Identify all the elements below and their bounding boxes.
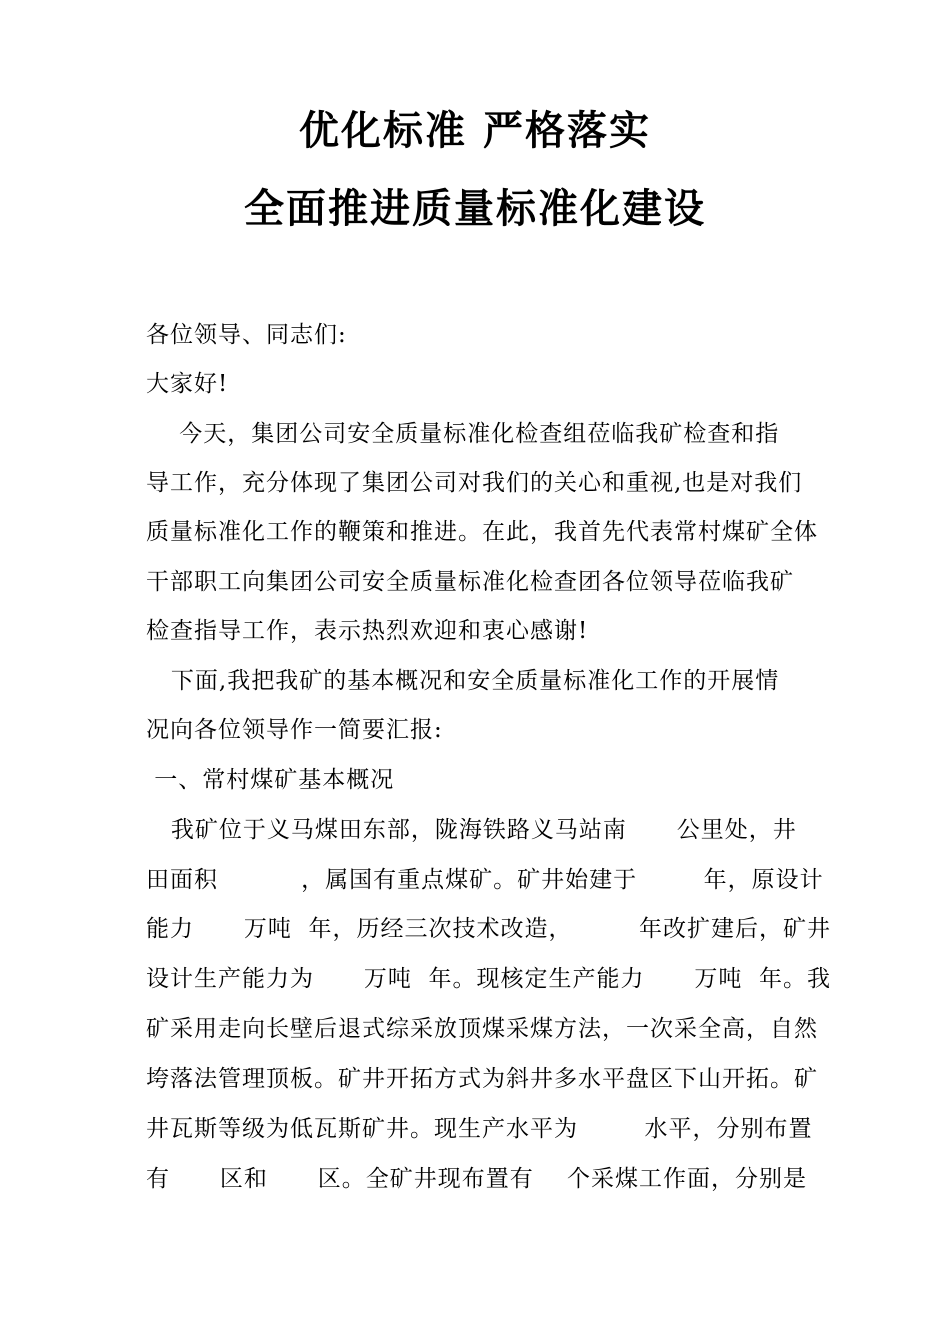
paragraph-line: 检查指导工作，表示热烈欢迎和衷心感谢! <box>146 618 589 644</box>
paragraph-line: 我矿位于义马煤田东部，陇海铁路义马站南 公里处，井 <box>146 817 797 843</box>
paragraph-line: 垮落法管理顶板。矿井开拓方式为斜井多水平盘区下山开拓。矿 <box>146 1066 818 1092</box>
paragraph-line: 井瓦斯等级为低瓦斯矿井。现生产水平为 水平，分别布置 <box>146 1116 813 1142</box>
paragraph-line: 有 区和 区。全矿井现布置有 个采煤工作面，分别是 <box>146 1166 807 1192</box>
document-title-line-1: 优化标准 严格落实 <box>299 108 651 154</box>
paragraph-line: 导工作，充分体现了集团公司对我们的关心和重视,也是对我们 <box>146 470 803 496</box>
document-title-line-2: 全面推进质量标准化建设 <box>244 186 706 232</box>
paragraph-line: 干部职工向集团公司安全质量标准化检查团各位领导莅临我矿 <box>146 569 794 595</box>
paragraph-line: 质量标准化工作的鞭策和推进。在此，我首先代表常村煤矿全体 <box>146 519 818 545</box>
paragraph-line: 能力 万吨 年，历经三次技术改造， 年改扩建后，矿井 <box>146 916 831 942</box>
paragraph-line: 田面积 ，属国有重点煤矿。矿井始建于 年，原设计 <box>146 867 824 893</box>
paragraph-line: 矿采用走向长壁后退式综采放顶煤采煤方法，一次采全高，自然 <box>146 1016 818 1042</box>
paragraph-line: 今天，集团公司安全质量标准化检查组莅临我矿检查和指 <box>146 421 780 447</box>
salutation: 各位领导、同志们: <box>146 322 347 348</box>
paragraph-line: 下面,我把我矿的基本概况和安全质量标准化工作的开展情 <box>146 668 780 694</box>
paragraph-line: 况向各位领导作一简要汇报: <box>146 717 443 743</box>
paragraph-line: 设计生产能力为 万吨 年。现核定生产能力 万吨 年。我 <box>146 966 831 992</box>
section-heading: 一、常村煤矿基本概况 <box>146 767 395 793</box>
greeting: 大家好! <box>146 371 229 397</box>
